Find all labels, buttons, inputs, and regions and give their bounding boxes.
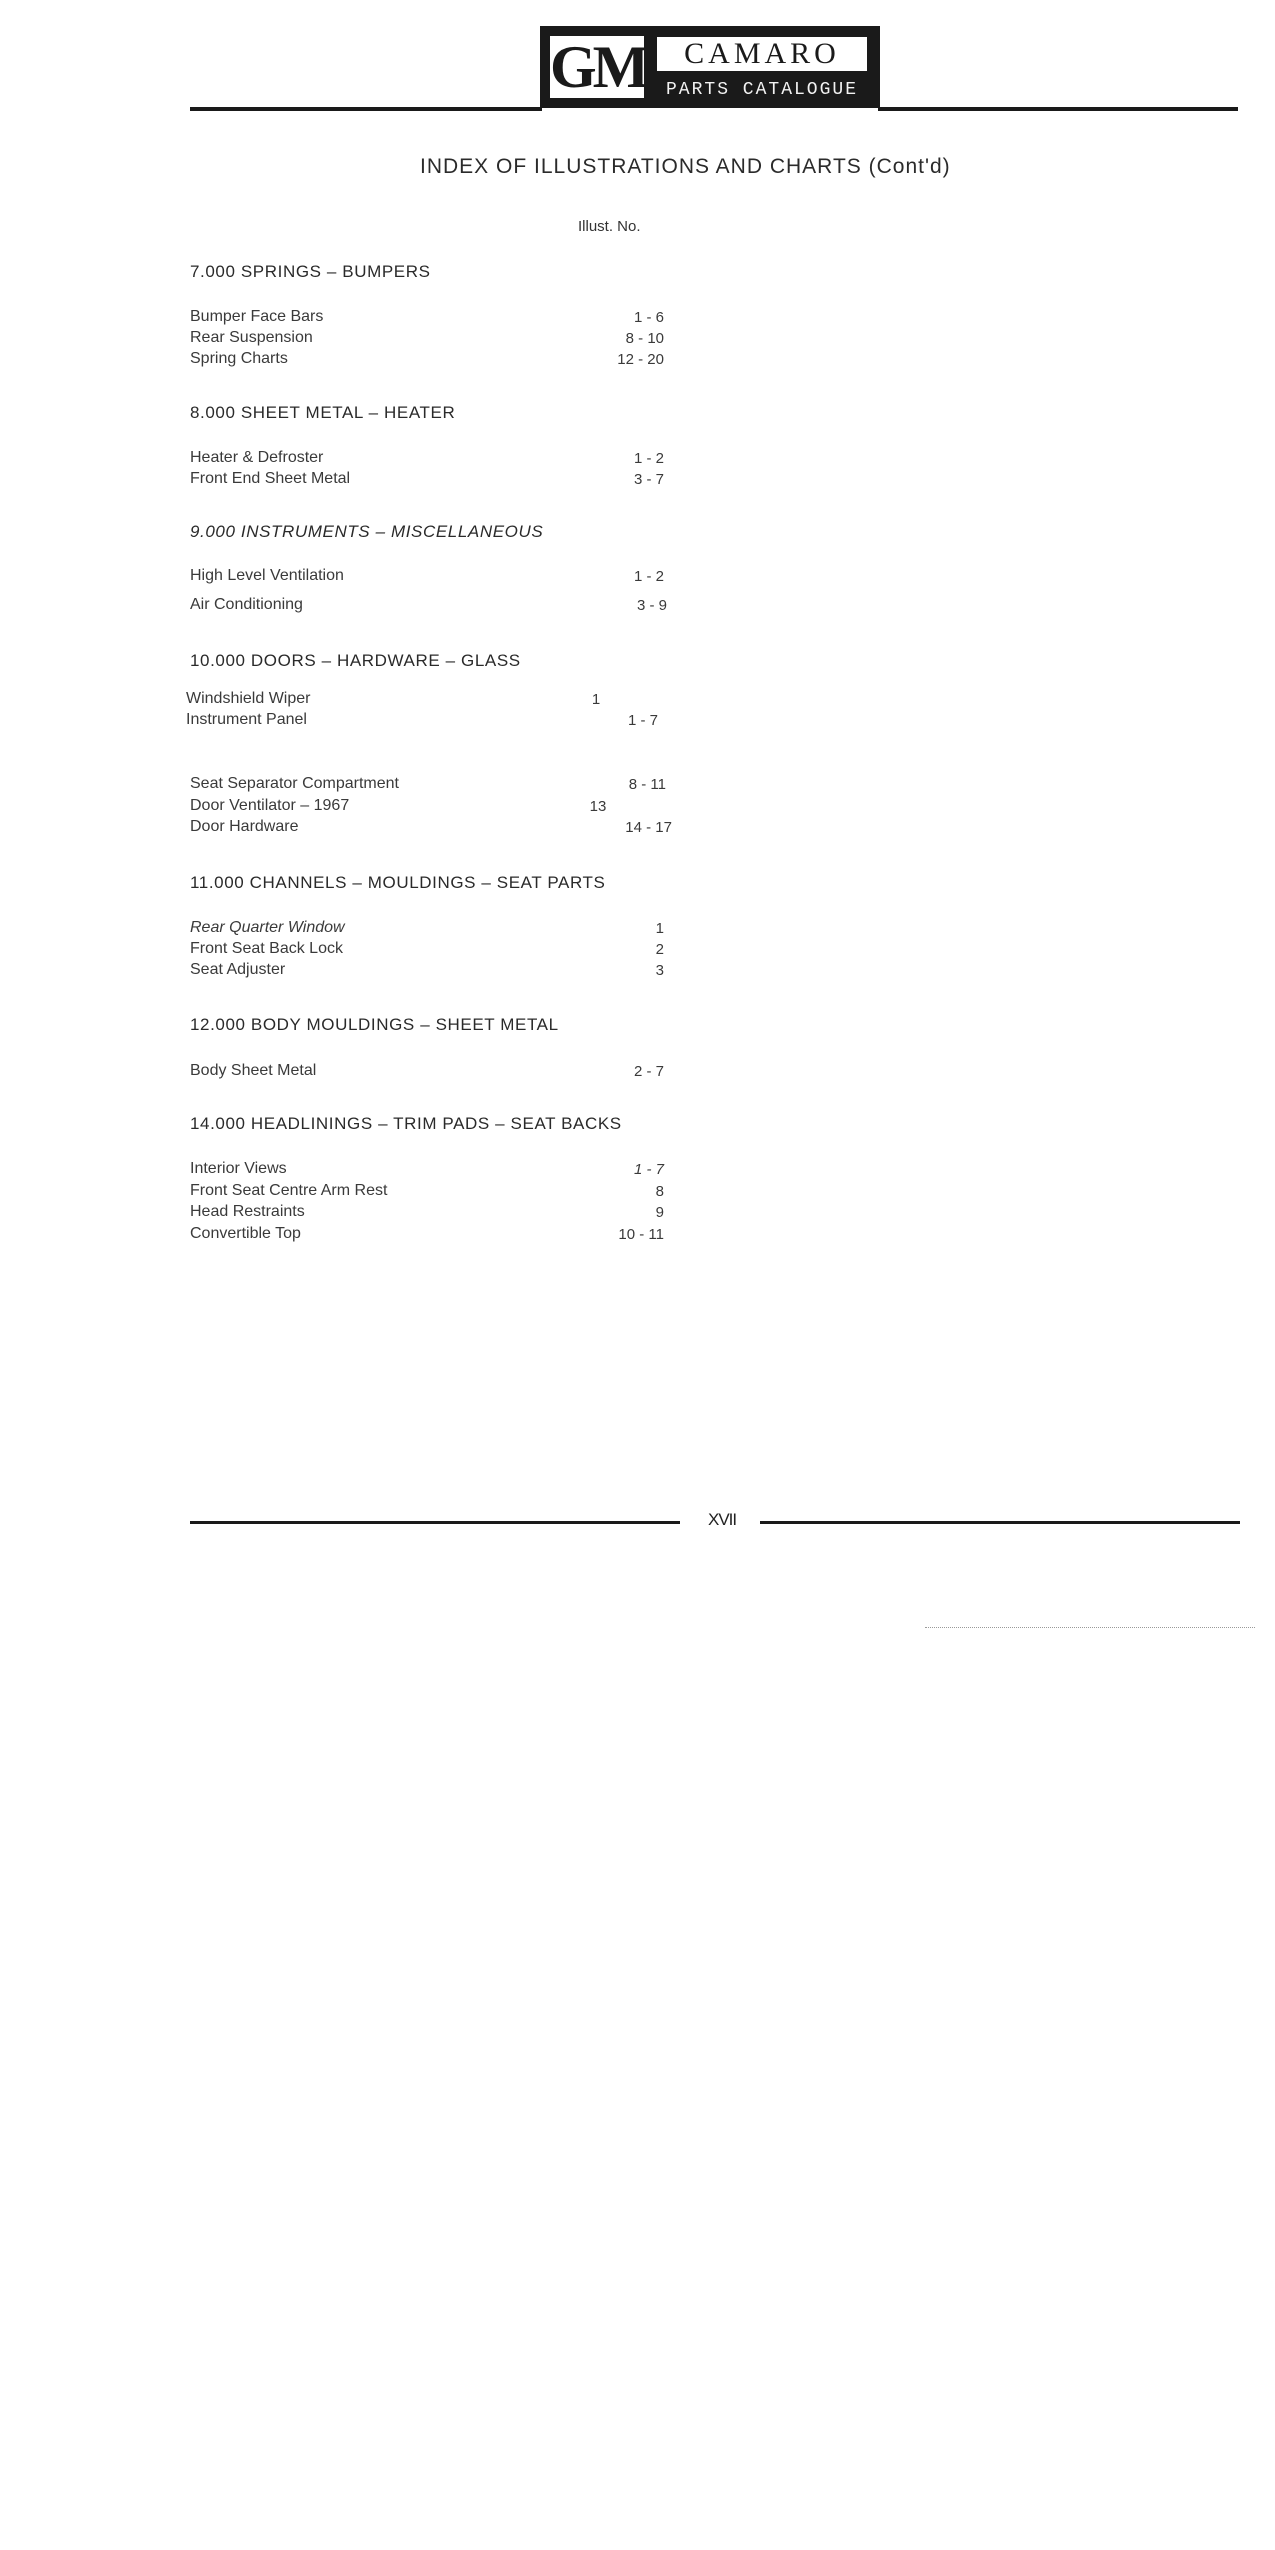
- index-item-number: 2 - 7: [633, 1063, 664, 1080]
- index-item-number: 14 - 17: [625, 819, 672, 836]
- index-item-number: 8: [655, 1183, 664, 1200]
- gm-logo-mark: GM: [550, 34, 646, 100]
- index-item-label: High Level Ventilation: [190, 567, 344, 584]
- index-item-number: 3 - 9: [636, 597, 667, 614]
- index-item-label: Rear Quarter Window: [190, 919, 345, 936]
- gm-camaro-logo: [540, 26, 880, 108]
- index-item-label: Seat Separator Compartment: [190, 775, 399, 792]
- index-item-number: 3 - 7: [633, 471, 664, 488]
- index-item-label: Front End Sheet Metal: [190, 470, 351, 487]
- page-number: XVII: [708, 1510, 737, 1529]
- index-item-label: Heater & Defroster: [190, 449, 324, 466]
- index-item-number: 12 - 20: [617, 351, 664, 368]
- index-item-number: 8 - 10: [625, 330, 664, 347]
- index-item-label: Door Hardware: [190, 818, 299, 835]
- header-rule-left: [190, 107, 542, 111]
- index-item-number: 13: [589, 798, 607, 815]
- index-item-number: 2: [655, 941, 664, 958]
- section-heading-doors-hardware-glass: 10.000 DOORS – HARDWARE – GLASS: [190, 651, 521, 670]
- index-item-label: Front Seat Centre Arm Rest: [190, 1182, 388, 1199]
- parts-catalogue-label: PARTS CATALOGUE: [655, 79, 869, 101]
- index-item-number: 1 - 7: [627, 712, 658, 729]
- section-heading-headlinings-trim-pads-seat-backs: 14.000 HEADLININGS – TRIM PADS – SEAT BACKS: [190, 1114, 622, 1133]
- page-title: INDEX OF ILLUSTRATIONS AND CHARTS (Cont'd): [420, 155, 951, 178]
- index-item-label: Front Seat Back Lock: [190, 940, 343, 957]
- section-heading-body-mouldings-sheet-metal: 12.000 BODY MOULDINGS – SHEET METAL: [190, 1015, 559, 1034]
- index-item-number: 1: [591, 691, 601, 708]
- index-item-label: Instrument Panel: [186, 711, 307, 728]
- index-item-label: Door Ventilator – 1967: [190, 797, 350, 814]
- index-item-label: Seat Adjuster: [190, 961, 286, 978]
- illustration-number-column-header: Illust. No.: [578, 218, 641, 235]
- index-item-number: 9: [655, 1204, 664, 1221]
- header-rule-right: [878, 107, 1238, 111]
- section-heading-channels-mouldings-seat-parts: 11.000 CHANNELS – MOULDINGS – SEAT PARTS: [190, 873, 606, 892]
- footer-rule-left: [190, 1521, 680, 1524]
- camaro-wordmark: CAMARO: [655, 35, 869, 73]
- section-heading-springs-bumpers: 7.000 SPRINGS – BUMPERS: [190, 262, 431, 281]
- index-item-number: 1 - 2: [633, 568, 664, 585]
- index-item-number: 1 - 2: [633, 450, 664, 467]
- index-item-label: Head Restraints: [190, 1203, 305, 1220]
- index-item-number: 1: [655, 920, 664, 937]
- section-heading-sheet-metal-heater: 8.000 SHEET METAL – HEATER: [190, 403, 456, 422]
- index-item-label: Convertible Top: [190, 1225, 301, 1242]
- index-item-label: Rear Suspension: [190, 329, 313, 346]
- index-item-number: 10 - 11: [618, 1226, 664, 1243]
- index-item-number: 8 - 11: [628, 776, 666, 793]
- scan-artifact-line: [925, 1627, 1255, 1630]
- index-item-label: Body Sheet Metal: [190, 1062, 317, 1079]
- index-item-label: Interior Views: [190, 1160, 287, 1177]
- index-item-number: 3: [655, 962, 664, 979]
- footer-rule-right: [760, 1521, 1240, 1524]
- index-item-label: Air Conditioning: [190, 596, 303, 613]
- index-item-number: 1 - 6: [633, 309, 664, 326]
- index-item-number: 1 - 7: [633, 1161, 664, 1178]
- index-item-label: Bumper Face Bars: [190, 308, 324, 325]
- index-item-label: Windshield Wiper: [186, 690, 311, 707]
- section-heading-instruments-miscellaneous: 9.000 INSTRUMENTS – MISCELLANEOUS: [190, 522, 544, 541]
- index-item-label: Spring Charts: [190, 350, 288, 367]
